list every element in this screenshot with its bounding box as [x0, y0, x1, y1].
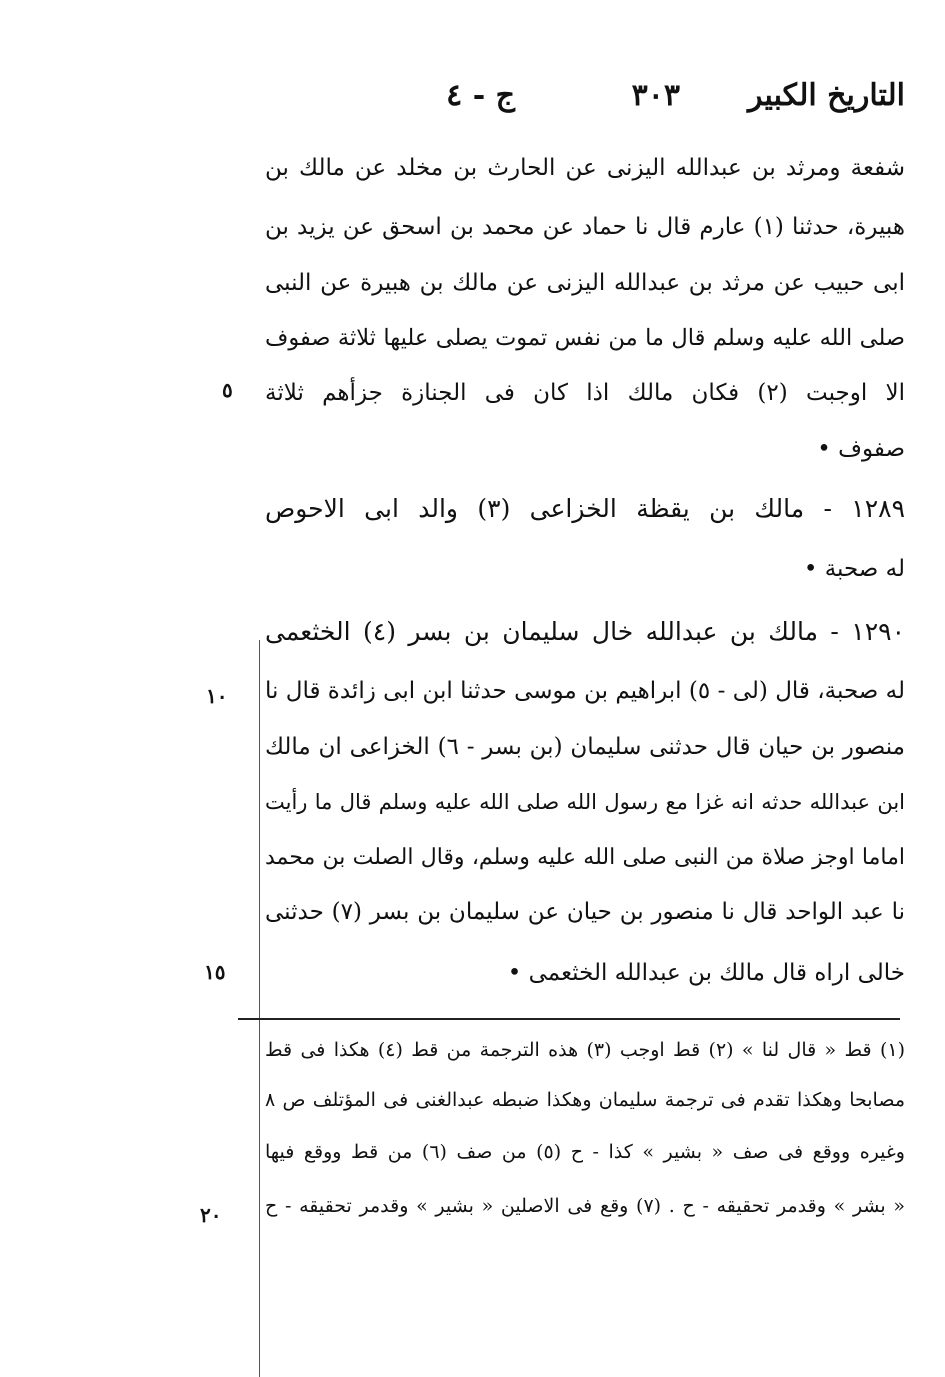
text-line: الا اوجبت (٢) فكان مالك اذا كان فى الجنازة جزأهم ثلاثة [265, 380, 905, 406]
text-line: ابن عبدالله حدثه انه غزا مع رسول الله صلى الله عليه وسلم قال ما رأيت [265, 790, 905, 814]
footnote-line: (١) قط « قال لنا » (٢) قط اوجب (٣) هذه الترجمة من قط (٤) هكذا فى قط [265, 1039, 906, 1061]
text-line: اماما اوجز صلاة من النبى صلى الله عليه وسلم، وقال الصلت بن محمد [265, 845, 905, 870]
line-number-10: ١٠ [206, 684, 228, 708]
line-number-20: ٢٠ [200, 1203, 222, 1227]
text-line: صلى الله عليه وسلم قال ما من نفس تموت يصلى عليها ثلاثة صفوف [265, 325, 905, 351]
page-number: ٣٠٣ [631, 78, 680, 113]
text-line: صفوف • [817, 436, 905, 462]
text-line: له صحبة • [803, 556, 905, 582]
volume-label: ج - ٤ [446, 78, 515, 113]
margin-rule [259, 640, 260, 1377]
footnote-separator [238, 1018, 900, 1020]
running-header [250, 78, 905, 130]
entry-heading: ١٢٨٩ - مالك بن يقظة الخزاعى (٣) والد ابى الاحوص [265, 494, 906, 523]
text-line: له صحبة، قال (لى - ٥) ابراهيم بن موسى حدثنا ابن ابى زائدة قال نا [265, 678, 905, 704]
text-line: منصور بن حيان قال حدثنى سليمان (بن بسر - ٦) الخزاعى ان مالك [265, 734, 905, 760]
text-line: ابى حبيب عن مرثد بن عبدالله اليزنى عن مالك بن هبيرة عن النبى [265, 270, 905, 296]
text-line: هبيرة، حدثنا (١) عارم قال نا حماد عن محمد بن اسحق عن يزيد بن [265, 214, 905, 240]
line-number-5: ٥ [222, 378, 233, 402]
line-number-15: ١٥ [204, 960, 226, 984]
footnote-line: وغيره ووقع فى صف « بشير » كذا - ح (٥) من صف (٦) من قط ووقع فيها [265, 1141, 905, 1163]
text-line: خالى اراه قال مالك بن عبدالله الخثعمى • [507, 960, 905, 986]
entry-heading: ١٢٩٠ - مالك بن عبدالله خال سليمان بن بسر (٤) الخثعمى [265, 617, 905, 646]
text-line: شفعة ومرثد بن عبدالله اليزنى عن الحارث بن مخلد عن مالك بن [265, 155, 905, 181]
footnote-line: مصابحا وهكذا تقدم فى ترجمة سليمان وهكذا ضبطه عبدالغنى فى المؤتلف ص ٨ [265, 1089, 905, 1111]
book-title: التاريخ الكبير [747, 78, 905, 113]
text-line: نا عبد الواحد قال نا منصور بن حيان عن سليمان بن بسر (٧) حدثنى [265, 899, 905, 925]
footnote-line: « بشر » وقدمر تحقيقه - ح . (٧) وقع فى الاصلين « بشير » وقدمر تحقيقه - ح [265, 1195, 905, 1217]
